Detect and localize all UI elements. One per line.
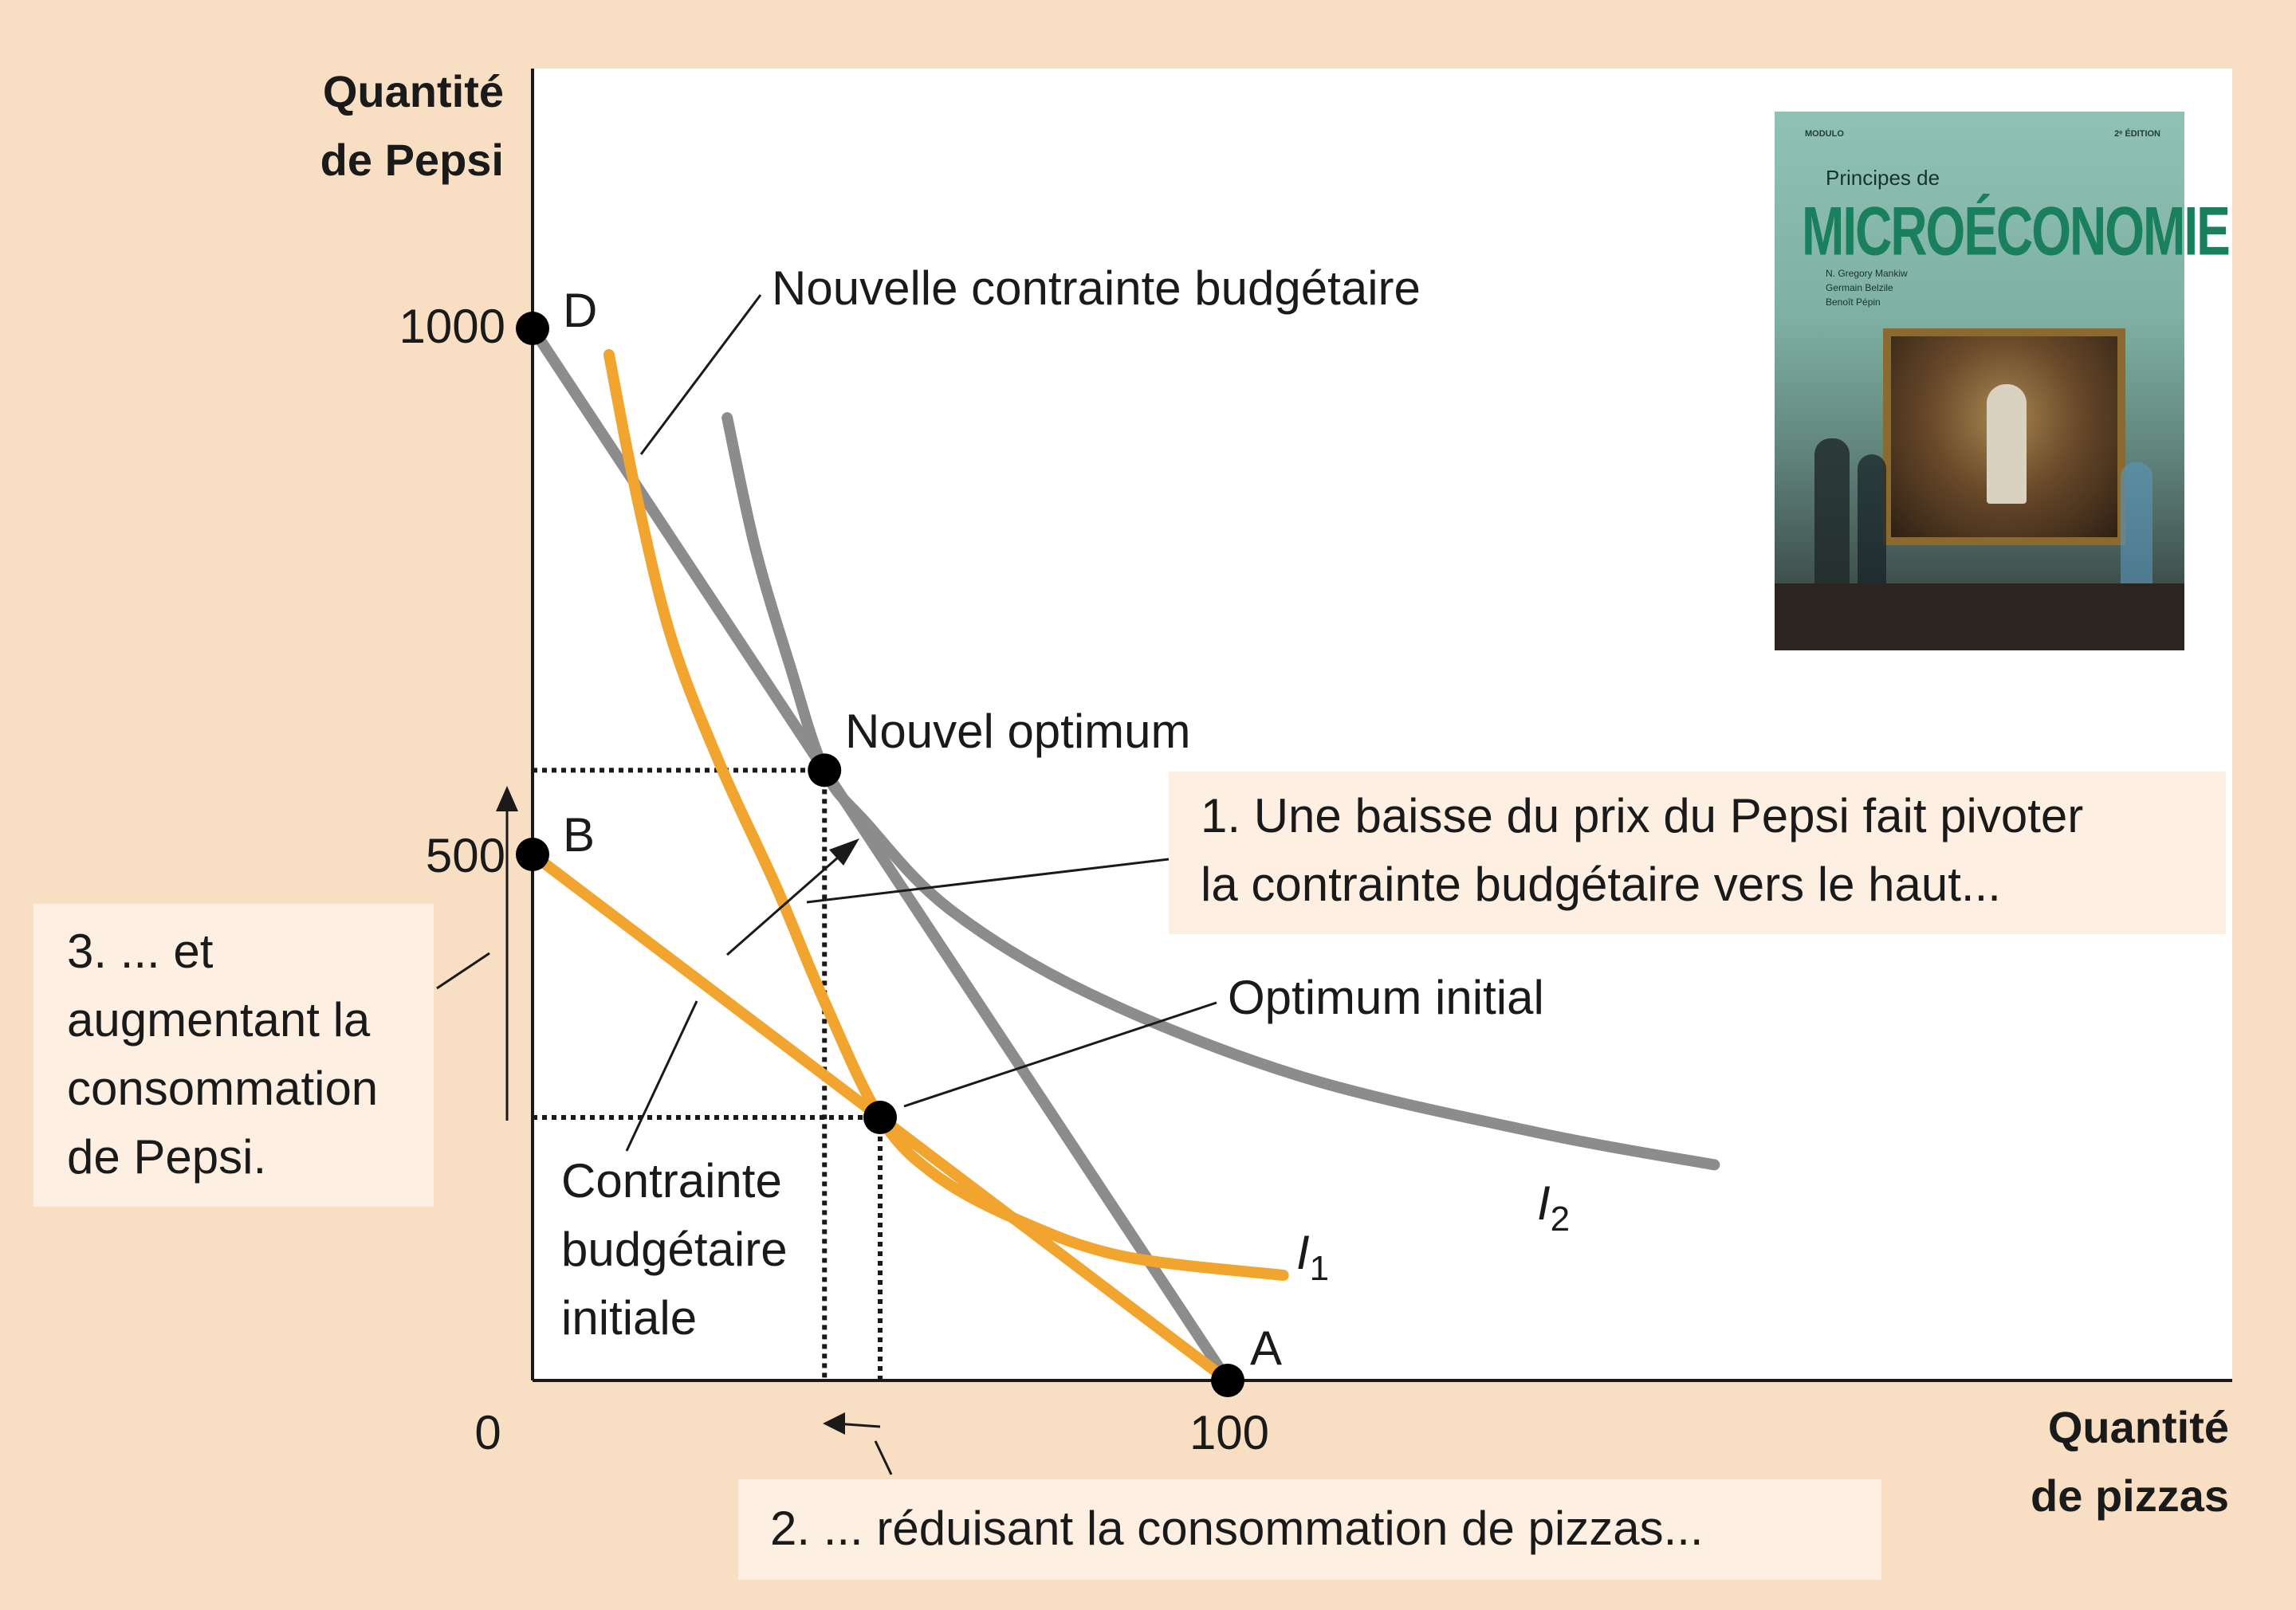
cover-publisher: MODULO xyxy=(1805,129,1844,139)
leader-step2 xyxy=(875,1441,891,1475)
label-initial-constraint-line3: initiale xyxy=(561,1291,698,1345)
label-point-b: B xyxy=(563,808,596,862)
step1-line2: la contrainte budgétaire vers le haut... xyxy=(1201,858,2001,911)
step3-line3: consommation xyxy=(67,1062,379,1115)
y-axis-title-line2: de Pepsi xyxy=(320,135,504,185)
step3-line2: augmentant la xyxy=(67,993,371,1046)
label-initial-optimum: Optimum initial xyxy=(1228,971,1544,1024)
x-axis-title-line1: Quantité xyxy=(2047,1402,2229,1452)
label-point-a: A xyxy=(1250,1321,1283,1375)
x-axis-title-line2: de pizzas xyxy=(2031,1471,2229,1521)
x-tick-0: 0 xyxy=(474,1406,501,1459)
cover-edition: 2ᵉ ÉDITION xyxy=(2114,129,2160,139)
step3-line1: 3. ... et xyxy=(67,925,214,978)
point-a xyxy=(1211,1364,1244,1397)
cover-painting xyxy=(1883,328,2125,545)
label-new-budget-constraint: Nouvelle contrainte budgétaire xyxy=(772,261,1421,315)
cover-author-2: Germain Belzile xyxy=(1826,282,1893,293)
pizza-arrow-head xyxy=(823,1412,845,1435)
point-b xyxy=(516,838,549,871)
leader-step3 xyxy=(437,953,489,988)
point-d xyxy=(516,312,549,345)
book-cover-image xyxy=(1775,112,2229,650)
label-initial-constraint-line1: Contrainte xyxy=(561,1154,782,1208)
step3-line4: de Pepsi. xyxy=(67,1130,267,1184)
pepsi-arrow-head xyxy=(496,786,518,811)
step2-text: 2. ... réduisant la consommation de pizzas... xyxy=(770,1502,1704,1555)
y-tick-500: 500 xyxy=(425,829,505,882)
label-new-optimum: Nouvel optimum xyxy=(845,705,1191,758)
label-initial-constraint-line2: budgétaire xyxy=(561,1223,788,1276)
y-axis-title-line1: Quantité xyxy=(322,66,504,116)
cover-author-1: N. Gregory Mankiw xyxy=(1826,268,1908,279)
y-tick-1000: 1000 xyxy=(399,300,505,353)
point-new-optimum xyxy=(808,753,841,787)
x-tick-100: 100 xyxy=(1189,1406,1270,1459)
point-initial-optimum xyxy=(863,1101,897,1134)
cover-floor xyxy=(1775,583,2184,650)
label-point-d: D xyxy=(563,284,598,337)
cover-author-3: Benoît Pépin xyxy=(1826,296,1881,308)
label-curve-i2: $I_2$ xyxy=(1537,1176,1571,1239)
cover-painting-figure xyxy=(1987,384,2027,504)
cover-title-prefix: Principes de xyxy=(1826,166,1940,190)
label-curve-i1: $I_1$ xyxy=(1296,1226,1330,1288)
cover-title: MICROÉCONOMIE xyxy=(1802,192,2229,270)
step1-line1: 1. Une baisse du prix du Pepsi fait pivoter xyxy=(1201,789,2084,842)
